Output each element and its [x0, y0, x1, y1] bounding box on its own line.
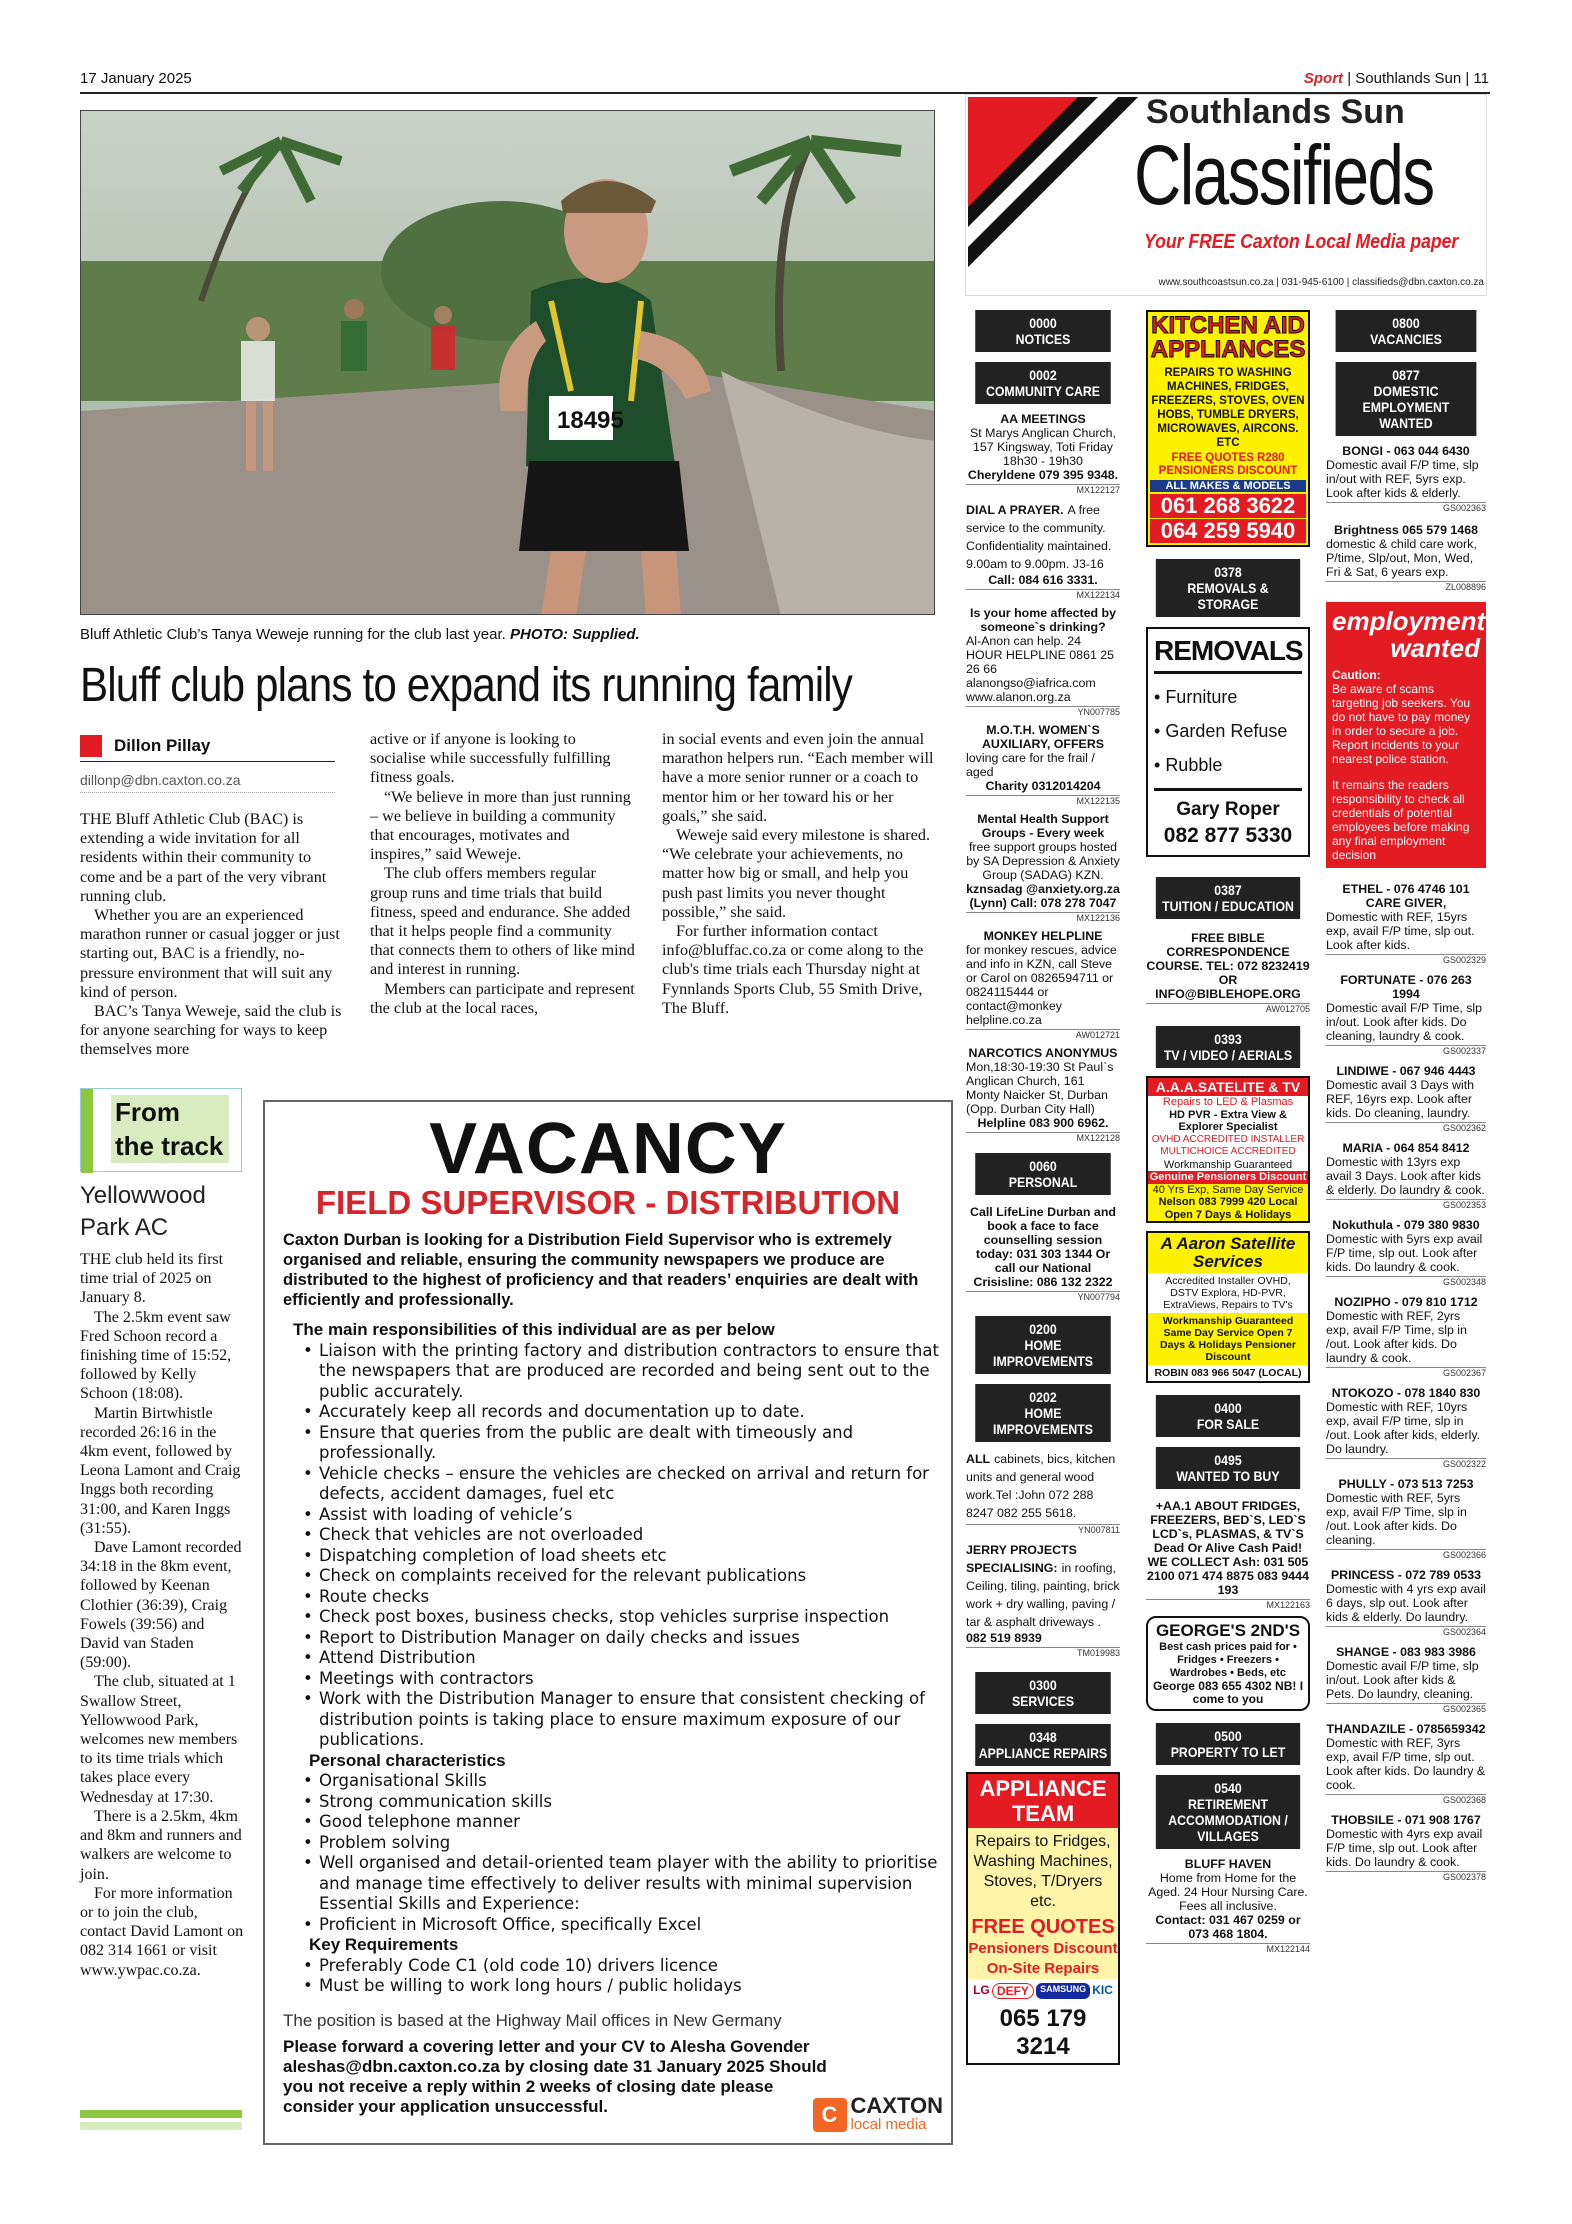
- responsibility-item: • Meetings with contractors: [303, 1669, 939, 1690]
- track-subtitle: Yellowwood Park AC: [80, 1182, 206, 1241]
- personal-item: • Organisational Skills: [303, 1771, 939, 1792]
- ad-title: LINDIWE - 067 946 4443: [1336, 1064, 1476, 1078]
- brand-title: Classifieds: [1134, 128, 1434, 222]
- ad-body: Domestic avail F/P time, slp in/out. Look after kids & Pets. Do laundry, cleaning.: [1326, 1659, 1479, 1701]
- track-column: [80, 1250, 245, 1980]
- track-paragraph: For more information or to join the club, contact David Lamont on 082 314 1661 or visit www.ywpac.co.za.: [80, 1884, 244, 1979]
- aaa-satelite-ad: [1146, 1076, 1310, 1223]
- ad-title: BONGI - 063 044 6430: [1342, 444, 1470, 458]
- appliance-team-lines: Repairs to Fridges, Washing Machines, Stoves, T/Dryers etc.: [973, 1833, 1113, 1910]
- ad-body: Domestic with REF, 3yrs exp, avail F/P time, slp out. Look after kids. Do laundry & cook.: [1326, 1736, 1486, 1792]
- track-paragraph: Martin Birtwhistle recorded 26:16 in the 4km event, followed by Leona Lamont and Craig Inggs both recording 31:00, and Karen Inggs (31:55).: [80, 1404, 241, 1537]
- personal-item: • Problem solving: [303, 1833, 939, 1854]
- kitchen-aid-free: FREE QUOTES R280 PENSIONERS DISCOUNT: [1158, 452, 1298, 477]
- ad-ref: AW012721: [966, 1029, 1120, 1040]
- kitchen-aid-body: REPAIRS TO WASHING MACHINES, FRIDGES, FREEZERS, STOVES, OVEN HOBS, TUMBLE DRYERS, MICROWAVES, AIRCONS. ETC: [1151, 367, 1305, 449]
- removals-items: [1154, 680, 1302, 782]
- appliance-free-quotes: FREE QUOTES: [971, 1916, 1115, 1938]
- ad-title: JERRY PROJECTS SPECIALISING:: [966, 1543, 1077, 1575]
- aaron-line: ROBIN 083 966 5047 (LOCAL): [1148, 1365, 1308, 1381]
- ad-body: Domestic with REF, 5yrs exp, avail F/P Time, slp in /out. Look after kids. Do cleaning.: [1326, 1491, 1467, 1547]
- ad-title: FORTUNATE - 076 263 1994: [1340, 973, 1472, 1001]
- georges-contact: George 083 655 4302 NB! I come to you: [1152, 1679, 1304, 1706]
- georges-line: Best cash prices paid for • Fridges • Freezers • Wardrobes • Beds, etc: [1159, 1641, 1297, 1679]
- section-home-improvements: 0200 HOME IMPROVEMENTS: [975, 1316, 1111, 1374]
- ad-title: THANDAZILE - 0785659342: [1326, 1722, 1486, 1736]
- classifieds-column-1: [966, 310, 1120, 2065]
- ad-contact: Contact: 031 467 0259 or 073 468 1804.: [1155, 1913, 1301, 1941]
- article-paragraph: “We believe in more than just running – we believe in building a community that encourages, motivates and inspires,” said Weweje.: [370, 787, 631, 864]
- ad-body: Domestic with 4 yrs exp avail 6 days, slp out. Look after kids & elderly. Do laundry.: [1326, 1582, 1486, 1624]
- ad-body: in roofing, Ceiling, tiling, painting, brick work + dry walling, paving / tar & asphalt driveways .: [966, 1561, 1120, 1629]
- ad-body: domestic & child care work, P/time, Slp/out, Mon, Wed, Fri & Sat, 6 years exp.: [1326, 537, 1477, 579]
- ad-contact: Charity 0312014204: [985, 779, 1101, 793]
- section-community-care: 0002 COMMUNITY CARE: [975, 362, 1111, 404]
- ad-body: Domestic with REF, 10yrs exp, avail F/P time, slp in /out. Look after kids, elderly. Do laundry.: [1326, 1400, 1481, 1456]
- ad-ref: YN007785: [966, 706, 1120, 717]
- caution-label: Caution:: [1332, 668, 1381, 682]
- aaa-line: Workmanship Guaranteed: [1163, 1158, 1293, 1171]
- ad-ref: MX122134: [966, 589, 1120, 600]
- byline: [80, 735, 210, 757]
- ad-body: Mon,18:30-19:30 St Paul`s Anglican Church, 161 Monty Naicker St, Durban (Opp. Durban City Hall): [966, 1060, 1114, 1116]
- ad-body: Domestic with 4yrs exp avail F/P time, slp out. Look after kids. Do laundry & cook.: [1326, 1827, 1483, 1869]
- ad-body: free support groups hosted by SA Depression & Anxiety Group (SADAG) KZN.: [966, 840, 1120, 882]
- removals-item: • Furniture: [1154, 687, 1238, 707]
- appliance-discount: Pensioners Discount: [968, 1940, 1118, 1957]
- ad-title: M.O.T.H. WOMEN`S AUXILIARY, OFFERS: [981, 723, 1105, 751]
- removals-name: Gary Roper: [1176, 799, 1280, 820]
- lifeline-ad: Call LifeLine Durban and book a face to face counselling session today: 031 303 1344 Or call our National Crisisline: 086 132 2322: [970, 1205, 1116, 1289]
- classifieds-masthead: [965, 94, 1487, 296]
- removals-item: • Garden Refuse: [1154, 721, 1288, 741]
- caxton-logo-name: CAXTON: [850, 2093, 943, 2118]
- ad-title: Mental Health Support Groups - Every week: [977, 812, 1109, 840]
- removals-title: REMOVALS: [1154, 635, 1302, 674]
- aa1-title: +AA.1 ABOUT FRIDGES, FREEZERS, BED`S, LED`S LCD`s, PLASMAS, & TV`S: [1150, 1499, 1306, 1541]
- ad-title: THOBSILE - 071 908 1767: [1331, 1813, 1481, 1827]
- responsibility-item: • Work with the Distribution Manager to ensure that consistent checking of distribution points is taking place to ensure maximum exposure of our publications.: [303, 1689, 939, 1751]
- ad-ref: GS002363: [1326, 502, 1486, 513]
- removals-item: • Rubble: [1154, 755, 1223, 775]
- georges-title: GEORGE'S 2ND'S: [1155, 1621, 1301, 1640]
- ad-ref: GS002337: [1326, 1045, 1486, 1056]
- section-vacancies: 0800 VACANCIES: [1336, 310, 1477, 352]
- vacancy-location: The position is based at the Highway Mail offices in New Germany: [283, 2010, 782, 2030]
- ad-ref: YN007794: [966, 1291, 1120, 1302]
- vacancy-list: [293, 1320, 939, 1997]
- appliance-brand-logos: [968, 1979, 1118, 2003]
- ad-title: MONKEY HELPLINE: [983, 929, 1103, 943]
- page-number: 11: [1473, 70, 1489, 87]
- track-label-text: From the track: [111, 1095, 229, 1163]
- bible-course-ad: FREE BIBLE CORRESPONDENCE COURSE. TEL: 072 8232419 OR INFO@BIBLEHOPE.ORG: [1146, 931, 1310, 1001]
- byline-rule: [80, 761, 335, 762]
- caption-text: Bluff Athletic Club’s Tanya Weweje running for the club last year.: [80, 626, 506, 643]
- section-domestic-employment: 0877 DOMESTIC EMPLOYMENT WANTED: [1336, 362, 1477, 436]
- photo-illustration: [81, 111, 935, 615]
- brand-top: Southlands Sun: [1146, 93, 1405, 131]
- ad-ref: MX122144: [1146, 1943, 1310, 1954]
- section-tuition: 0387 TUITION / EDUCATION: [1156, 877, 1300, 919]
- ad-body: Domestic avail F/P time, slp in/out with REF, 5yrs exp. Look after kids & elderly.: [1326, 458, 1479, 500]
- personal-heading: Personal characteristics: [309, 1750, 506, 1770]
- kitchen-aid-phone-2: 064 259 5940: [1150, 519, 1306, 543]
- aaron-title: A Aaron Satellite Services: [1160, 1234, 1296, 1271]
- ad-title: PRINCESS - 072 789 0533: [1330, 1568, 1482, 1582]
- ad-contact: kznsadag @anxiety.org.za (Lynn) Call: 078 278 7047: [966, 882, 1120, 910]
- track-paragraph: There is a 2.5km, 4km and 8km and runners and walkers are welcome to join.: [80, 1807, 242, 1883]
- ad-title: Is your home affected by someone`s drinking?: [970, 606, 1116, 634]
- ad-body: loving care for the frail / aged: [966, 751, 1095, 779]
- article-paragraph: Members can participate and represent the club at the local races,: [370, 979, 635, 1017]
- section-appliance-repairs: 0348 APPLIANCE REPAIRS: [975, 1724, 1111, 1766]
- brand-logo-lg: LG: [973, 1983, 990, 1997]
- appliance-phone: 065 179 3214: [968, 2003, 1118, 2063]
- georges-ad: [1146, 1616, 1310, 1711]
- employment-title-1: employment: [1332, 606, 1486, 636]
- masthead-triangle-graphic: [968, 97, 1138, 267]
- ad-ref: TM019983: [966, 1647, 1120, 1658]
- article-paragraph: BAC’s Tanya Weweje, said the club is for anyone searching for ways to keep themselves more: [80, 1002, 342, 1059]
- caxton-logo: [813, 2093, 944, 2133]
- responsibility-item: • Route checks: [303, 1587, 939, 1608]
- aaron-satellite-ad: [1146, 1231, 1310, 1383]
- personal-item: • Strong communication skills: [303, 1792, 939, 1813]
- domestic-ads-top: [1326, 444, 1486, 592]
- section-services: 0300 SERVICES: [975, 1672, 1111, 1714]
- caxton-logo-sub: local media: [850, 2116, 927, 2133]
- ad-title: MARIA - 064 854 8412: [1342, 1141, 1470, 1155]
- brand-logo-samsung: SAMSUNG: [1036, 1983, 1090, 1999]
- article-paragraph: For further information contact info@bluffac.co.za or come along to the club's time trials each Thursday night at Fynnlands Sports Club, 55 Smith Drive, The Bluff.: [662, 922, 924, 1017]
- removals-contact: [1154, 788, 1302, 849]
- ad-ref: GS002367: [1326, 1367, 1486, 1378]
- responsibility-item: • Check that vehicles are not overloaded: [303, 1525, 939, 1546]
- section-home-improvements-2: 0202 HOME IMPROVEMENTS: [975, 1384, 1111, 1442]
- ad-contact: 082 519 8939: [966, 1631, 1042, 1645]
- article-paragraph: The club offers members regular group runs and time trials that build fitness, speed and endurance. She added that it helps people find a community that connects them to others of like mind and interest in running.: [370, 864, 635, 979]
- employment-wanted-notice: [1326, 602, 1486, 868]
- aaa-line: Repairs to LED & Plasmas: [1162, 1096, 1294, 1108]
- byline-marker: [80, 735, 102, 757]
- ad-title: ALL: [966, 1452, 991, 1466]
- responsibility-item: • Check post boxes, business checks, stop vehicles surprise inspection: [303, 1607, 939, 1628]
- responsibility-item: • Vehicle checks – ensure the vehicles are checked on arrival and return for defects, accident damages, fuel etc: [303, 1464, 939, 1505]
- aaa-title: A.A.A.SATELITE & TV: [1148, 1078, 1308, 1096]
- ad-title: ETHEL - 076 4746 101 CARE GIVER,: [1342, 882, 1470, 910]
- ad-ref: MX122127: [966, 484, 1120, 495]
- article-paragraph: active or if anyone is looking to socialise while successfully fulfilling fitness goals.: [370, 730, 611, 787]
- article-column-1: [80, 810, 342, 1060]
- ad-body: Domestic with REF, 2yrs exp, avail F/P Time, slp in /out. Look after kids. Do laundry & cook.: [1326, 1309, 1467, 1365]
- responsibility-item: • Ensure that queries from the public are dealt with timeously and professionally.: [303, 1423, 939, 1464]
- vacancy-advert: [263, 1100, 953, 2145]
- from-the-track-label: [80, 1088, 242, 1172]
- section-wanted-to-buy: 0495 WANTED TO BUY: [1156, 1447, 1300, 1489]
- article-paragraph: in social events and even join the annual marathon helpers run. “Each member will have a more senior runner or a coach to mentor him or her toward his or her goals,” she said.: [662, 730, 934, 825]
- article-column-2: [370, 730, 635, 1018]
- vacancy-apply: Please forward a covering letter and your CV to Alesha Govender aleshas@dbn.caxton.co.za by closing date 31 January 2025 Should you not receive a reply within 2 weeks of closing date please consider your application unsuccessful.: [283, 2036, 827, 2116]
- community-ads: [966, 412, 1120, 1143]
- responsibility-item: • Check on complaints received for the relevant publications: [303, 1566, 939, 1587]
- ad-title: AA MEETINGS: [1000, 412, 1086, 426]
- track-bottom-bar-light: [80, 2122, 242, 2130]
- ad-ref: GS002368: [1326, 1794, 1486, 1805]
- ad-title: NTOKOZO - 078 1840 830: [1331, 1386, 1481, 1400]
- track-bottom-bar: [80, 2110, 242, 2118]
- ad-title: Brightness 065 579 1468: [1334, 523, 1478, 537]
- page-header-right: Sport | Southlands Sun | 11: [1303, 70, 1489, 87]
- brand-logo-defy: DEFY: [992, 1983, 1034, 1999]
- requirement-item: • Must be willing to work long hours / public holidays: [303, 1976, 939, 1997]
- race-bib-number: 18495: [557, 407, 624, 434]
- ad-ref: GS002322: [1326, 1458, 1486, 1469]
- domestic-ads-list: [1326, 882, 1486, 1882]
- aaa-line: OVHD ACCREDITED INSTALLER MULTICHOICE ACCREDITED: [1151, 1133, 1305, 1157]
- ad-contact: Call: 084 616 3331.: [988, 573, 1098, 587]
- aaa-line: Genuine Pensioners Discount: [1149, 1171, 1307, 1183]
- ad-body: A free service to the community. Confidentiality maintained. 9.00am to 9.00pm. J3-16: [966, 503, 1112, 571]
- section-personal: 0060 PERSONAL: [975, 1153, 1111, 1195]
- ad-ref: MX122135: [966, 795, 1120, 806]
- ad-ref: GS002364: [1326, 1626, 1486, 1637]
- appliance-onsite: On-Site Repairs: [986, 1960, 1100, 1977]
- brand-tagline: Your FREE Caxton Local Media paper: [1144, 231, 1459, 253]
- vacancy-title: VACANCY: [429, 1109, 787, 1189]
- ad-body: Domestic avail F/P Time, slp in/out. Look after kids. Do cleaning, laundry & cook.: [1326, 1001, 1483, 1043]
- ad-body: cabinets, bics, kitchen units and general wood work.Tel :John 072 288 8247 082 255 5618.: [966, 1452, 1116, 1520]
- ad-body: Domestic with 13yrs exp avail 3 Days. Look after kids & elderly. Do laundry & cook.: [1326, 1155, 1485, 1197]
- article-paragraph: Whether you are an experienced marathon runner or casual jogger or just starting out, BAC is a friendly, no-pressure environment that will suit any kind of person.: [80, 906, 340, 1001]
- aaron-line: Workmanship Guaranteed Same Day Service Open 7 Days & Holidays Pensioner Discount: [1160, 1315, 1296, 1363]
- personal-item: • Well organised and detail-oriented team player with the ability to prioritise and manage time effectively to deliver results with minimal supervision Essential Skills and Experience:: [303, 1853, 939, 1915]
- section-property-to-let: 0500 PROPERTY TO LET: [1156, 1723, 1300, 1765]
- ad-body: Domestic with REF, 15yrs exp, avail F/P time, slp out. Look after kids.: [1326, 910, 1475, 952]
- caution-text: Be aware of scams targeting job seekers. You do not have to pay money in order to secure a job. Report incidents to your nearest police station.: [1332, 682, 1471, 766]
- caxton-logo-icon: C: [813, 2098, 847, 2132]
- article-paragraph: THE Bluff Athletic Club (BAC) is extending a wide invitation for all residents within their community to come and be a part of the very vibrant running club.: [80, 810, 327, 905]
- article-column-3: [662, 730, 934, 1018]
- ad-ref: ZL008896: [1326, 581, 1486, 592]
- ad-title: Nokuthula - 079 380 9830: [1332, 1218, 1480, 1232]
- personal-item: • Proficient in Microsoft Office, specifically Excel: [303, 1915, 939, 1936]
- section-notices: 0000 NOTICES: [975, 310, 1111, 352]
- photo-caption: [80, 626, 940, 643]
- responsibilities-heading: The main responsibilities of this individual are as per below: [293, 1320, 775, 1339]
- ad-ref: GS002378: [1326, 1871, 1486, 1882]
- responsibility-item: • Assist with loading of vehicle’s: [303, 1505, 939, 1526]
- ad-contact: Helpline 083 900 6962.: [977, 1116, 1109, 1130]
- ad-ref: GS002365: [1326, 1703, 1486, 1714]
- ad-title: PHULLY - 073 513 7253: [1338, 1477, 1474, 1491]
- classifieds-column-2: [1146, 310, 1310, 1954]
- ad-title: BLUFF HAVEN: [1184, 1857, 1272, 1871]
- kitchen-aid-makes: ALL MAKES & MODELS: [1150, 480, 1306, 492]
- requirement-item: • Preferably Code C1 (old code 10) drivers licence: [303, 1956, 939, 1977]
- ad-ref: YN007811: [966, 1524, 1120, 1535]
- vacancy-position: FIELD SUPERVISOR - DISTRIBUTION: [315, 1184, 901, 1221]
- aaa-line: Nelson 083 7999 420 Local Open 7 Days & Holidays: [1148, 1196, 1308, 1221]
- key-requirements-heading: Key Requirements: [309, 1935, 459, 1954]
- section-tv-video: 0393 TV / VIDEO / AERIALS: [1156, 1026, 1300, 1068]
- removals-ad: [1146, 627, 1310, 857]
- ad-ref: GS002366: [1326, 1549, 1486, 1560]
- section-removals: 0378 REMOVALS & STORAGE: [1156, 559, 1300, 617]
- ad-ref: MX122136: [966, 912, 1120, 923]
- ad-title: NOZIPHO - 079 810 1712: [1334, 1295, 1478, 1309]
- ad-title: DIAL A PRAYER.: [966, 503, 1064, 517]
- ad-body: Domestic avail 3 Days with REF, 16yrs exp. Look after kids. Do cleaning, laundry.: [1326, 1078, 1475, 1120]
- author-name: Dillon Pillay: [114, 736, 211, 755]
- ad-ref: MX122128: [966, 1132, 1120, 1143]
- brand-contact: www.southcoastsun.co.za | 031-945-6100 | classifieds@dbn.caxton.co.za: [1158, 277, 1484, 288]
- track-paragraph: THE club held its first time trial of 2025 on January 8.: [80, 1251, 224, 1307]
- photo-credit: PHOTO: Supplied.: [509, 626, 640, 643]
- track-paragraph: The 2.5km event saw Fred Schoon record a finishing time of 15:52, followed by Kelly Schoon (18:08).: [80, 1308, 232, 1403]
- aa1-body: Dead Or Alive Cash Paid! WE COLLECT Ash: 031 505 2100 071 474 8875 083 9444 193: [1147, 1541, 1309, 1597]
- ad-ref: GS002353: [1326, 1199, 1486, 1210]
- ad-body: St Marys Anglican Church, 157 Kingsway, Toti Friday 18h30 - 19h30: [970, 426, 1116, 468]
- ad-title: NARCOTICS ANONYMUS: [968, 1046, 1118, 1060]
- ad-body: for monkey rescues, advice and info in KZN, call Steve or Carol on 0826594711 or 0824115444 or contact@monkey helpline.co.za: [966, 943, 1117, 1027]
- aaa-line: 40 Yrs Exp, Same Day Service: [1148, 1184, 1308, 1197]
- responsibility-item: • Attend Distribution: [303, 1648, 939, 1669]
- ad-body: Home from Home for the Aged. 24 Hour Nursing Care. Fees all inclusive.: [1148, 1871, 1308, 1913]
- article-paragraph: Weweje said every milestone is shared. “We celebrate your achievements, no matter how big or small, and help you push past limits you never thought possible,” she said.: [662, 826, 931, 921]
- track-paragraph: Dave Lamont recorded 34:18 in the 8km event, followed by Keenan Clothier (36:39), Craig Fowels (39:56) and David van Staden (59:00).: [80, 1539, 242, 1672]
- issue-date: 17 January 2025: [80, 70, 192, 87]
- track-label-bar: [81, 1089, 93, 1173]
- author-email: dillonp@dbn.caxton.co.za: [80, 772, 335, 793]
- section-retirement: 0540 RETIREMENT ACCOMMODATION / VILLAGES: [1156, 1775, 1300, 1849]
- ad-ref: GS002329: [1326, 954, 1486, 965]
- ad-ref: GS002348: [1326, 1276, 1486, 1287]
- responsibility-item: • Accurately keep all records and documentation up to date.: [303, 1402, 939, 1423]
- runner-photo: [80, 110, 935, 615]
- kitchen-aid-phone-1: 061 268 3622: [1150, 494, 1306, 518]
- appliance-team-ad: [966, 1772, 1120, 2065]
- ad-body: Al-Anon can help. 24 HOUR HELPLINE 0861 25 26 66 alanongso@iafrica.com www.alanon.org.za: [966, 634, 1115, 704]
- kitchen-aid-ad: [1146, 310, 1310, 547]
- appliance-team-title: APPLIANCE TEAM: [968, 1774, 1118, 1828]
- removals-phone: 082 877 5330: [1163, 824, 1293, 847]
- paper-name: Southlands Sun: [1355, 70, 1462, 87]
- ad-ref: GS002362: [1326, 1122, 1486, 1133]
- kitchen-aid-title: KITCHEN AID APPLIANCES: [1148, 312, 1308, 364]
- article-headline: Bluff club plans to expand its running family: [80, 659, 853, 712]
- section-for-sale: 0400 FOR SALE: [1156, 1395, 1300, 1437]
- aaa-line: HD PVR - Extra View & Explorer Specialist: [1169, 1108, 1287, 1133]
- vacancy-intro: Caxton Durban is looking for a Distribution Field Supervisor who is extremely organised and reliable, ensuring the community newspapers we produce are distributed to the highest of proficiency and that readers’ enquiries are dealt with efficiently and professionally.: [283, 1231, 919, 1309]
- classifieds-column-3: [1326, 310, 1486, 1882]
- ad-ref: AW012705: [1146, 1003, 1310, 1014]
- employment-title-2: wanted: [1390, 633, 1480, 663]
- ad-ref: MX122163: [1146, 1599, 1310, 1610]
- caution-text-2: It remains the readers responsibility to check all credentials of potential employees before making any final employment decision: [1332, 778, 1470, 862]
- brand-logo-kic: KIC: [1092, 1983, 1113, 1997]
- ad-contact: Cheryldene 079 395 9348.: [967, 468, 1119, 482]
- aaron-line: Accredited Installer OVHD, DSTV Explora, HD-PVR, ExtraViews, Repairs to TV's: [1148, 1273, 1308, 1313]
- personal-item: • Good telephone manner: [303, 1812, 939, 1833]
- section-name: Sport: [1303, 70, 1344, 87]
- responsibility-item: • Dispatching completion of load sheets etc: [303, 1546, 939, 1567]
- responsibility-item: • Report to Distribution Manager on daily checks and issues: [303, 1628, 939, 1649]
- responsibility-item: • Liaison with the printing factory and distribution contractors to ensure that the newspapers that are produced are recorded and being sent out to the public accurately.: [303, 1341, 939, 1403]
- ad-title: SHANGE - 083 983 3986: [1336, 1645, 1476, 1659]
- ad-body: Domestic with 5yrs exp avail F/P time, slp out. Look after kids. Do laundry & cook.: [1326, 1232, 1483, 1274]
- track-paragraph: The club, situated at 1 Swallow Street, Yellowwood Park, welcomes new members to its time trials which takes place every Wednesday at 17:30.: [80, 1673, 238, 1806]
